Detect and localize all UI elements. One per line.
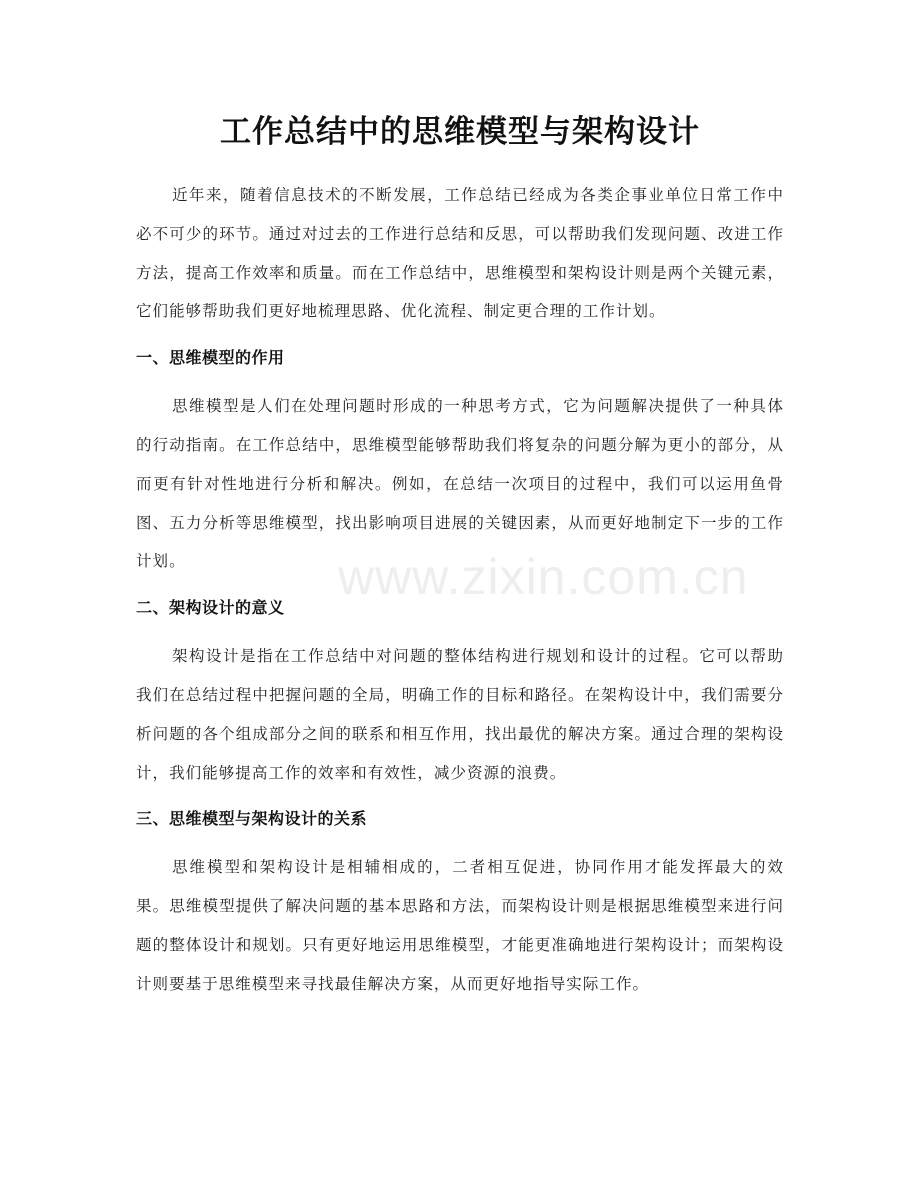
- document-body: [136, 176, 784, 1004]
- section-paragraph-3: 思维模型和架构设计是相辅相成的，二者相互促进，协同作用才能发挥最大的效果。思维模型提供了解决问题的基本思路和方法，而架构设计则是根据思维模型来进行问题的整体设计和规划。只有更好地运用思维模型，才能更准确地进行架构设计；而架构设计则要基于思维模型来寻找最佳解决方案，从而更好地指导实际工作。: [136, 858, 784, 993]
- intro-paragraph: 近年来，随着信息技术的不断发展，工作总结已经成为各类企事业单位日常工作中必不可少的环节。通过对过去的工作进行总结和反思，可以帮助我们发现问题、改进工作方法，提高工作效率和质量。而在工作总结中，思维模型和架构设计则是两个关键元素，它们能够帮助我们更好地梳理思路、优化流程、制定更合理的工作计划。: [136, 186, 784, 321]
- section-heading-3: 三、思维模型与架构设计的关系: [136, 809, 368, 829]
- section-paragraph-2: 架构设计是指在工作总结中对问题的整体结构进行规划和设计的过程。它可以帮助我们在总结过程中把握问题的全局，明确工作的目标和路径。在架构设计中，我们需要分析问题的各个组成部分之间的联系和相互作用，找出最优的解决方案。通过合理的架构设计，我们能够提高工作的效率和有效性，减少资源的浪费。: [136, 647, 784, 782]
- section-heading-1: 一、思维模型的作用: [136, 348, 285, 368]
- section-heading-2: 二、架构设计的意义: [136, 598, 285, 618]
- section-paragraph-1: 思维模型是人们在处理问题时形成的一种思考方式，它为问题解决提供了一种具体的行动指南。在工作总结中，思维模型能够帮助我们将复杂的问题分解为更小的部分，从而更有针对性地进行分析和解决。例如，在总结一次项目的过程中，我们可以运用鱼骨图、五力分析等思维模型，找出影响项目进展的关键因素，从而更好地制定下一步的工作计划。: [136, 397, 784, 571]
- watermark: www.zixin.com.cn: [338, 549, 749, 605]
- document-title: 工作总结中的思维模型与架构设计: [220, 114, 700, 150]
